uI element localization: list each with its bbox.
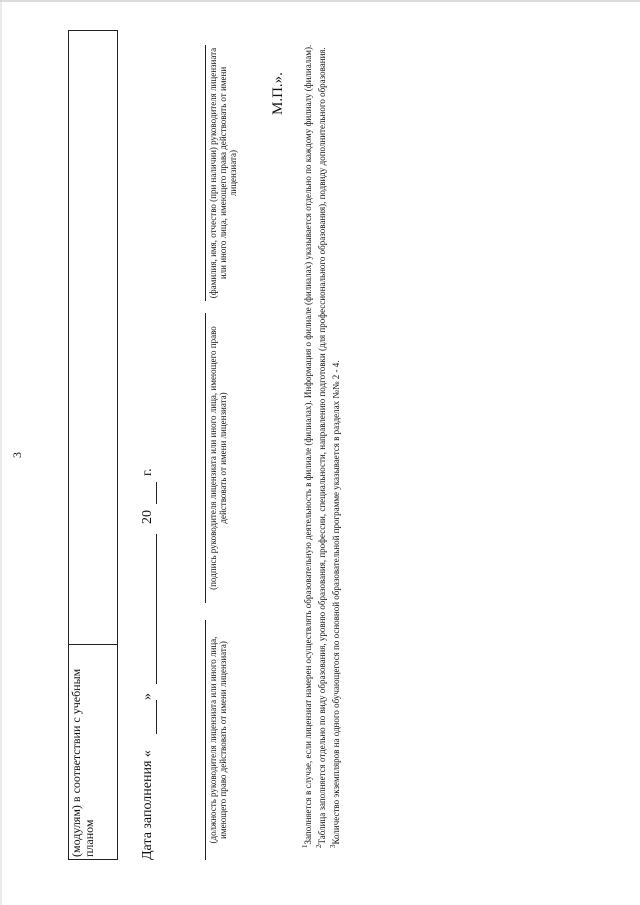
quote-close: » <box>140 693 155 700</box>
fullname-caption: (фамилия, имя, отчество (при наличии) руководителя лицензиата или иного лица, имеющего права действовать от имени лицензиата) <box>208 47 238 299</box>
table-cell-text: (модулям) в соответствии с учебным планом <box>69 644 117 859</box>
position-caption: (должность руководителя лицензиата или иного лица, имеющего право действовать от имени лицензиата) <box>208 636 228 844</box>
year-blank <box>156 482 157 504</box>
footnote-2: $^2$Таблица заполняется отдельно по виду образования, уровню образования, профессии, специальности, направлению подготовки (для профессионального образования), подвиду дополнительного образования. <box>315 47 327 848</box>
footnote-3: $^3$Количество экземпляров на одного обучающегося по основной образовательной программе указывается в разделах №№ 2 - 4. <box>329 360 341 848</box>
page-number: 3 <box>10 452 24 458</box>
footnote-1: $^1$Заполняется в случае, если лицензиат намерен осуществлять образовательную деятельность в филиале (филиалах). Информация о филиале (филиалах) указывается отдельно по каждому филиалу (филиалам). <box>301 44 313 848</box>
table-cell-empty <box>69 31 117 644</box>
footnotes <box>300 40 342 860</box>
year-prefix: 20 <box>140 510 155 524</box>
signature-line <box>205 313 206 603</box>
signature-caption: (подпись руководителя лицензиата или иного лица, имеющего право действовать от имени лицензиата) <box>208 326 228 590</box>
date-line <box>140 300 162 860</box>
position-signature-line <box>205 620 206 860</box>
month-blank <box>156 534 157 684</box>
day-blank <box>156 700 157 734</box>
fullname-signature-line <box>205 45 206 301</box>
stamp-mark: М.П.». <box>270 72 286 115</box>
year-suffix: г. <box>140 468 155 476</box>
form-table-row <box>68 30 118 860</box>
date-label: Дата заполнения « <box>140 750 155 860</box>
